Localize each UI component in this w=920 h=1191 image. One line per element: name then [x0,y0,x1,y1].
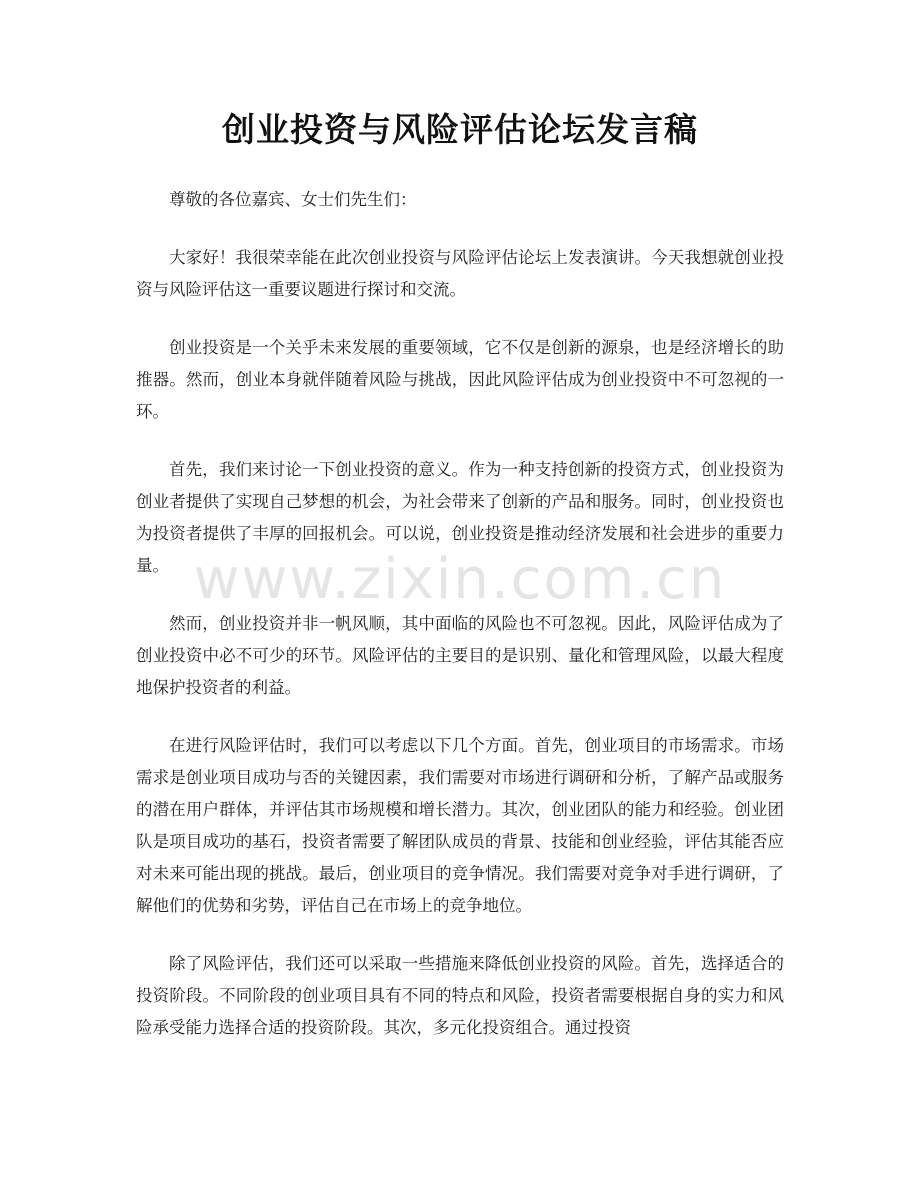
document-body [136,184,784,1070]
paragraph-salutation: 尊敬的各位嘉宾、女士们先生们： [169,190,417,209]
watermark-text: www.zixin.com.cn [193,547,727,612]
paragraph-assessment-aspects: 在进行风险评估时，我们可以考虑以下几个方面。首先，创业项目的市场需求。市场需求是创业项目成功与否的关键因素，我们需要对市场进行调研和分析，了解产品或服务的潜在用户群体，并评估其市场规模和增长潜力。其次，创业团队的能力和经验。创业团队是项目成功的基石，投资者需要了解团队成员的背景、技能和创业经验，评估其能否应对未来可能出现的挑战。最后，创业项目的竞争情况。我们需要对竞争对手进行调研，了解他们的优势和劣势，评估自己在市场上的竞争地位。 [136,736,784,915]
paragraph-intro: 创业投资是一个关乎未来发展的重要领域，它不仅是创新的源泉，也是经济增长的助推器。然而，创业本身就伴随着风险与挑战，因此风险评估成为创业投资中不可忽视的一环。 [136,338,784,421]
paragraph-risk: 然而，创业投资并非一帆风顺，其中面临的风险也不可忽视。因此，风险评估成为了创业投资中必不可少的环节。风险评估的主要目的是识别、量化和管理风险，以最大程度地保护投资者的利益。 [136,614,784,697]
document-title: 创业投资与风险评估论坛发言稿 [222,110,698,149]
paragraph-greeting: 大家好！我很荣幸能在此次创业投资与风险评估论坛上发表演讲。今天我想就创业投资与风险评估这一重要议题进行探讨和交流。 [136,248,784,299]
paragraph-significance: 首先，我们来讨论一下创业投资的意义。作为一种支持创新的投资方式，创业投资为创业者提供了实现自己梦想的机会，为社会带来了创新的产品和服务。同时，创业投资也为投资者提供了丰厚的回报机会。可以说，创业投资是推动经济发展和社会进步的重要力量。 [136,460,784,575]
paragraph-risk-reduction: 除了风险评估，我们还可以采取一些措施来降低创业投资的风险。首先，选择适合的投资阶段。不同阶段的创业项目具有不同的特点和风险，投资者需要根据自身的实力和风险承受能力选择合适的投资阶段。其次，多元化投资组合。通过投资 [136,954,784,1037]
